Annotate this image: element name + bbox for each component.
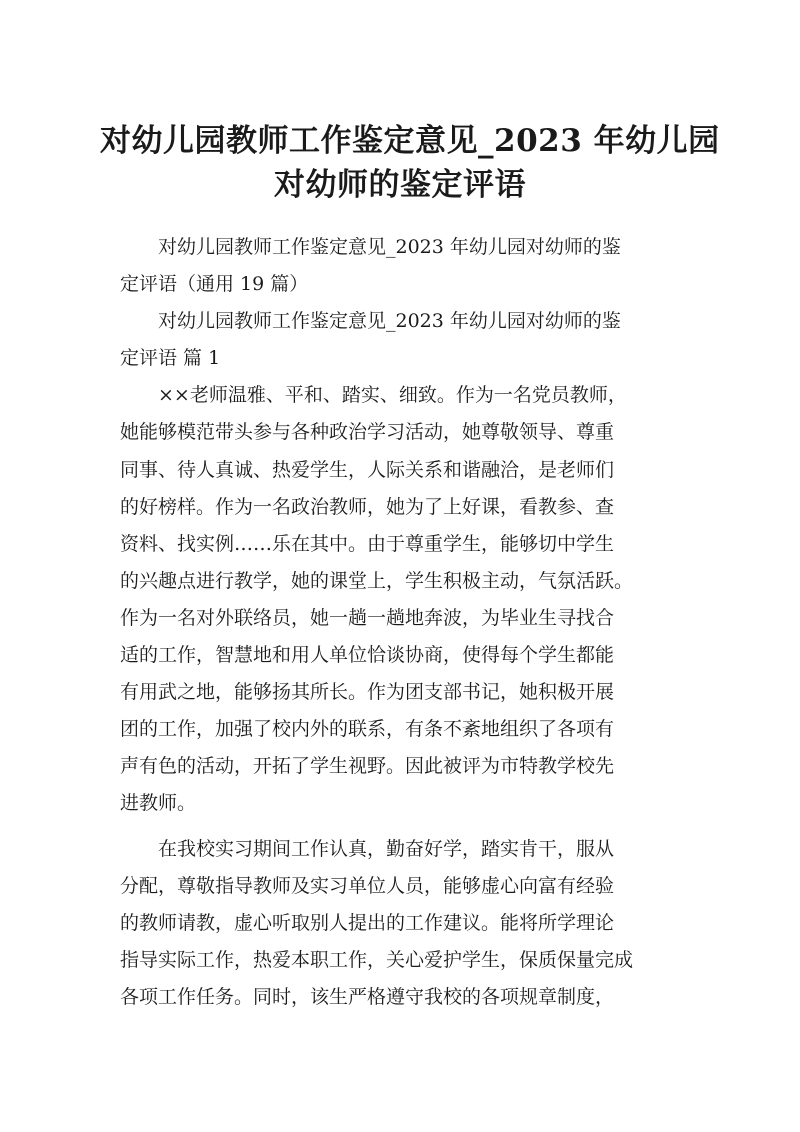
text-line: 在我校实习期间工作认真，勤奋好学，踏实肯干，服从 [120,837,615,860]
text-line: 定评语 篇 1 [120,347,221,370]
paragraph-heading-collection [120,229,688,303]
text-line: 定评语（通用 19 篇） [120,273,309,296]
paragraph-spacer [120,823,688,831]
text-line: 同事、待人真诚、热爱学生，人际关系和谐融洽，是老师们 [120,458,615,481]
paragraph-heading-article [120,303,688,377]
title-line: 对幼儿园教师工作鉴定意见_2023 年幼儿园 [100,122,720,159]
text-line: 资料、找实例……乐在其中。由于尊重学生，能够切中学生 [120,532,615,555]
text-line: 各项工作任务。同时，该生严格遵守我校的各项规章制度， [120,985,615,1008]
text-line: 作为一名对外联络员，她一趟一趟地奔波，为毕业生寻找合 [120,606,615,629]
document-body [120,229,688,1016]
text-line: ××老师温雅、平和、踏实、细致。作为一名党员教师， [120,384,627,407]
text-line: 声有色的活动，开拓了学生视野。因此被评为市特教学校先 [120,755,615,778]
text-line: 指导实际工作，热爱本职工作，关心爱护学生，保质保量完成 [120,948,634,971]
text-line: 的兴趣点进行教学，她的课堂上，学生积极主动，气氛活跃。 [120,569,634,592]
text-line: 进教师。 [120,792,197,815]
document-title [100,119,720,207]
text-line: 对幼儿园教师工作鉴定意见_2023 年幼儿园对幼师的鉴 [120,236,621,258]
text-line: 的教师请教，虚心听取别人提出的工作建议。能将所学理论 [120,911,615,934]
text-line: 的好榜样。作为一名政治教师，她为了上好课，看教参、查 [120,495,615,518]
paragraph-evaluation-1 [120,377,688,822]
title-line: 对幼师的鉴定评语 [274,166,526,203]
text-line: 适的工作，智慧地和用人单位恰谈协商，使得每个学生都能 [120,644,615,667]
text-line: 她能够模范带头参与各种政治学习活动，她尊敬领导、尊重 [120,421,615,444]
paragraph-evaluation-2 [120,831,688,1016]
text-line: 对幼儿园教师工作鉴定意见_2023 年幼儿园对幼师的鉴 [120,310,621,333]
text-line: 团的工作，加强了校内外的联系，有条不紊地组织了各项有 [120,718,615,741]
text-line: 分配，尊敬指导教师及实习单位人员，能够虚心向富有经验 [120,874,615,897]
text-line: 有用武之地，能够扬其所长。作为团支部书记，她积极开展 [120,681,615,704]
